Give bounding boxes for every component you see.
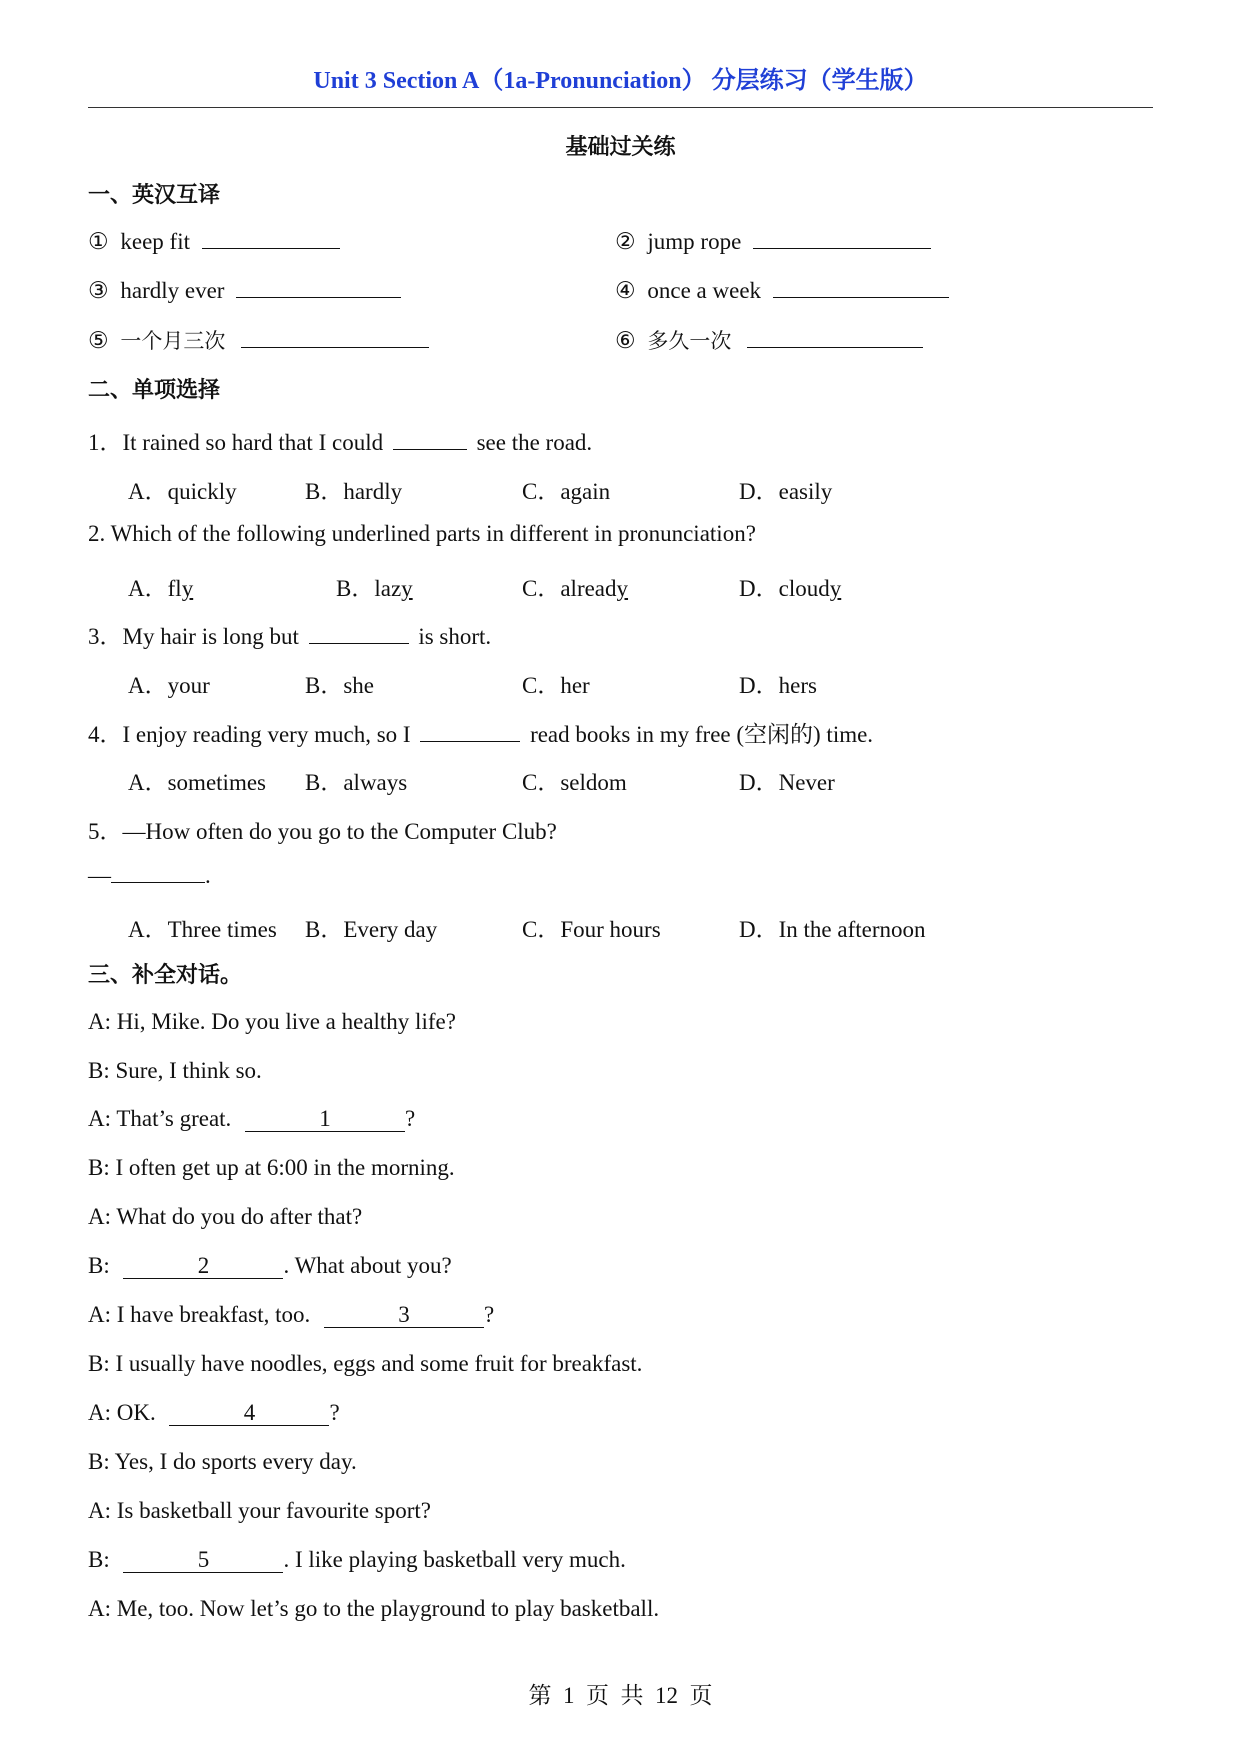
item-number: ⑥ [615,328,636,353]
dialogue-text: A: OK. [88,1400,156,1425]
numbered-blank-1[interactable]: 1 [245,1107,405,1132]
item-text: 多久一次 [647,329,732,353]
dialogue-line [88,1400,340,1426]
dialogue-line [88,1106,415,1132]
question-text: 3．My hair is long but [88,624,299,649]
answer-blank[interactable] [111,862,205,883]
option-c[interactable]: C．Four hours [522,917,661,942]
dash: — [88,863,111,888]
option-label: C． [522,576,561,601]
option-a[interactable]: A．sometimes [128,770,266,795]
dialogue-text-tail: ? [329,1400,340,1425]
answer-blank[interactable] [753,228,931,249]
dialogue-text-tail: ? [484,1302,495,1327]
underlined-letter: y [616,576,629,601]
dialogue-text: A: That’s great. [88,1106,232,1131]
header-divider [88,107,1153,108]
option-d[interactable]: D．hers [739,673,817,698]
option-c[interactable] [522,570,628,603]
question-2: 2. Which of the following underlined parts in different in pronunciation? [88,521,756,546]
section1-heading: 一、英汉互译 [88,183,221,208]
dialogue-line [88,1547,626,1573]
period: . [205,863,211,888]
option-word: cloud [778,576,830,601]
dialogue-line: A: Hi, Mike. Do you live a healthy life? [88,1009,456,1034]
translation-item-4 [615,277,949,304]
option-d[interactable]: D．In the afternoon [739,917,926,942]
dialogue-line [88,1253,452,1279]
option-a[interactable]: A．quickly [128,479,237,504]
item-text: keep fit [120,229,190,254]
option-d[interactable]: D．easily [739,479,833,504]
question-text-tail: is short. [418,624,492,649]
underlined-letter: y [181,576,194,601]
dialogue-line: B: Yes, I do sports every day. [88,1449,357,1474]
answer-blank[interactable] [202,228,340,249]
subtitle: 基础过关练 [565,135,676,160]
option-b[interactable] [336,570,413,603]
question-4 [88,716,873,749]
option-d[interactable]: D．Never [739,770,835,795]
dialogue-line: B: I often get up at 6:00 in the morning. [88,1155,455,1180]
underlined-letter: y [401,576,413,601]
option-label: D． [739,576,779,601]
translation-item-1 [88,228,340,255]
option-b[interactable]: B．Every day [305,917,438,942]
option-b[interactable]: B．hardly [305,479,403,504]
numbered-blank-2[interactable]: 2 [123,1254,283,1279]
option-b[interactable]: B．always [305,770,408,795]
answer-blank[interactable] [241,327,429,348]
question-text: 4．I enjoy reading very much, so I [88,722,411,747]
section3-heading: 三、补全对话。 [88,963,243,988]
dialogue-line: A: What do you do after that? [88,1204,363,1229]
question-text: 1．It rained so hard that I could [88,430,384,455]
item-text: 一个月三次 [120,329,226,353]
translation-item-5 [88,325,429,355]
item-number: ⑤ [88,328,109,353]
option-a[interactable]: A．Three times [128,917,277,942]
dialogue-line: B: I usually have noodles, eggs and some fruit for breakfast. [88,1351,643,1376]
option-word: laz [374,576,402,601]
answer-blank[interactable] [309,623,409,644]
answer-blank[interactable] [773,277,949,298]
question-text-tail: see the road. [476,430,593,455]
option-word: fl [167,576,182,601]
dialogue-text-tail: ? [405,1106,416,1131]
dialogue-text-tail: . I like playing basketball very much. [283,1547,626,1572]
option-word: alread [560,576,617,601]
answer-blank[interactable] [747,327,923,348]
item-number: ④ [615,278,636,303]
numbered-blank-4[interactable]: 4 [169,1401,329,1426]
option-c[interactable]: C．again [522,479,611,504]
option-c[interactable]: C．seldom [522,770,627,795]
dialogue-text: B: [88,1547,110,1572]
answer-blank[interactable] [393,429,467,450]
document-title: Unit 3 Section A（1a-Pronunciation） 分层练习（学生版） [313,68,928,94]
question-5: 5．—How often do you go to the Computer Club? [88,819,557,844]
item-text: once a week [647,278,762,303]
dialogue-line: B: Sure, I think so. [88,1058,262,1083]
translation-item-2 [615,228,931,255]
question-5-answer-line [88,862,211,889]
item-text: jump rope [647,229,742,254]
translation-item-6 [615,325,923,355]
question-1 [88,424,592,457]
item-text: hardly ever [120,278,225,303]
dialogue-line: A: Me, too. Now let’s go to the playground to play basketball. [88,1596,660,1621]
option-label: A． [128,576,168,601]
item-number: ① [88,229,109,254]
question-3 [88,618,491,651]
item-number: ③ [88,278,109,303]
dialogue-text: B: [88,1253,110,1278]
translation-item-3 [88,277,401,304]
dialogue-line [88,1302,494,1328]
dialogue-line: A: Is basketball your favourite sport? [88,1498,431,1523]
item-number: ② [615,229,636,254]
option-c[interactable]: C．her [522,673,590,698]
numbered-blank-3[interactable]: 3 [324,1303,484,1328]
option-label: B． [336,576,375,601]
underlined-letter: y [829,576,842,601]
option-b[interactable]: B．she [305,673,374,698]
answer-blank[interactable] [420,721,520,742]
question-text-tail: read books in my free (空闲的) time. [530,722,874,747]
option-d[interactable] [739,570,841,603]
option-a[interactable] [128,570,193,603]
answer-blank[interactable] [236,277,401,298]
dialogue-text: A: I have breakfast, too. [88,1302,311,1327]
numbered-blank-5[interactable]: 5 [123,1548,283,1573]
option-a[interactable]: A．your [128,673,210,698]
section2-heading: 二、单项选择 [88,378,221,403]
page-footer: 第 1 页 共 12 页 [528,1683,713,1708]
dialogue-text-tail: . What about you? [283,1253,452,1278]
